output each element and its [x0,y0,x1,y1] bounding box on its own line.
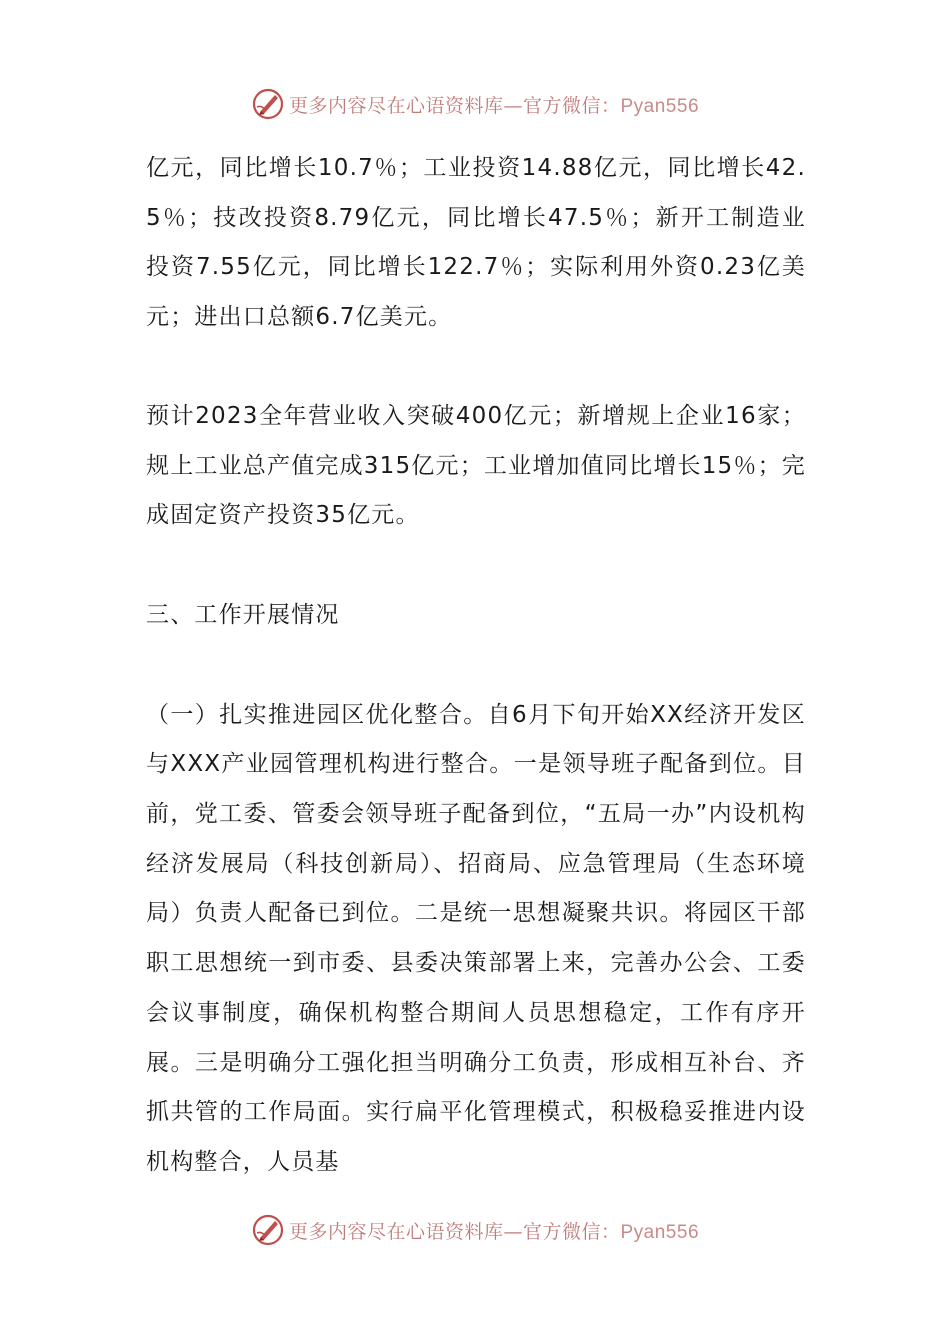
paragraph-forecast: 预计2023全年营业收入突破400亿元；新增规上企业16家；规上工业总产值完成315亿元；工业增加值同比增长15％；完成固定资产投资35亿元。 [146,402,806,529]
watermark-text [289,91,699,118]
pen-logo-icon [251,1213,285,1247]
watermark-footer [0,1210,950,1250]
pen-logo-icon [251,87,285,121]
watermark-wechat-id: Pyan556 [620,95,700,117]
watermark-text [289,1217,699,1244]
watermark-label: 更多内容尽在心语资料库—官方微信： [288,1220,621,1243]
watermark-label: 更多内容尽在心语资料库—官方微信： [288,94,621,117]
watermark-wechat-id: Pyan556 [620,1221,700,1243]
paragraph-park-integration: （一）扎实推进园区优化整合。自6月下旬开始XX经济开发区与XXX产业园管理机构进行整合。一是领导班子配备到位。目前，党工委、管委会领导班子配备到位，“五局一办”内设机构经济发展局（科技创新局）、招商局、应急管理局（生态环境局）负责人配备已到位。二是统一思想凝聚共识。将园区干部职工思想统一到市委、县委决策部署上来，完善办公会、工委会议事制度，确保机构整合期间人员思想稳定，工作有序开展。三是明确分工强化担当明确分工负责，形成相互补台、齐抓共管的工作局面。实行扁平化管理模式，积极稳妥推进内设机构整合，人员基 [146,701,806,1175]
section-heading: 三、工作开展情况 [146,601,340,628]
paragraph-statistics: 亿元，同比增长10.7％；工业投资14.88亿元，同比增长42.5％；技改投资8.79亿元，同比增长47.5％；新开工制造业投资7.55亿元，同比增长122.7％；实际利用外资0.23亿美元；进出口总额6.7亿美元。 [146,155,806,331]
watermark-header [0,84,950,124]
document-body [146,144,806,1188]
